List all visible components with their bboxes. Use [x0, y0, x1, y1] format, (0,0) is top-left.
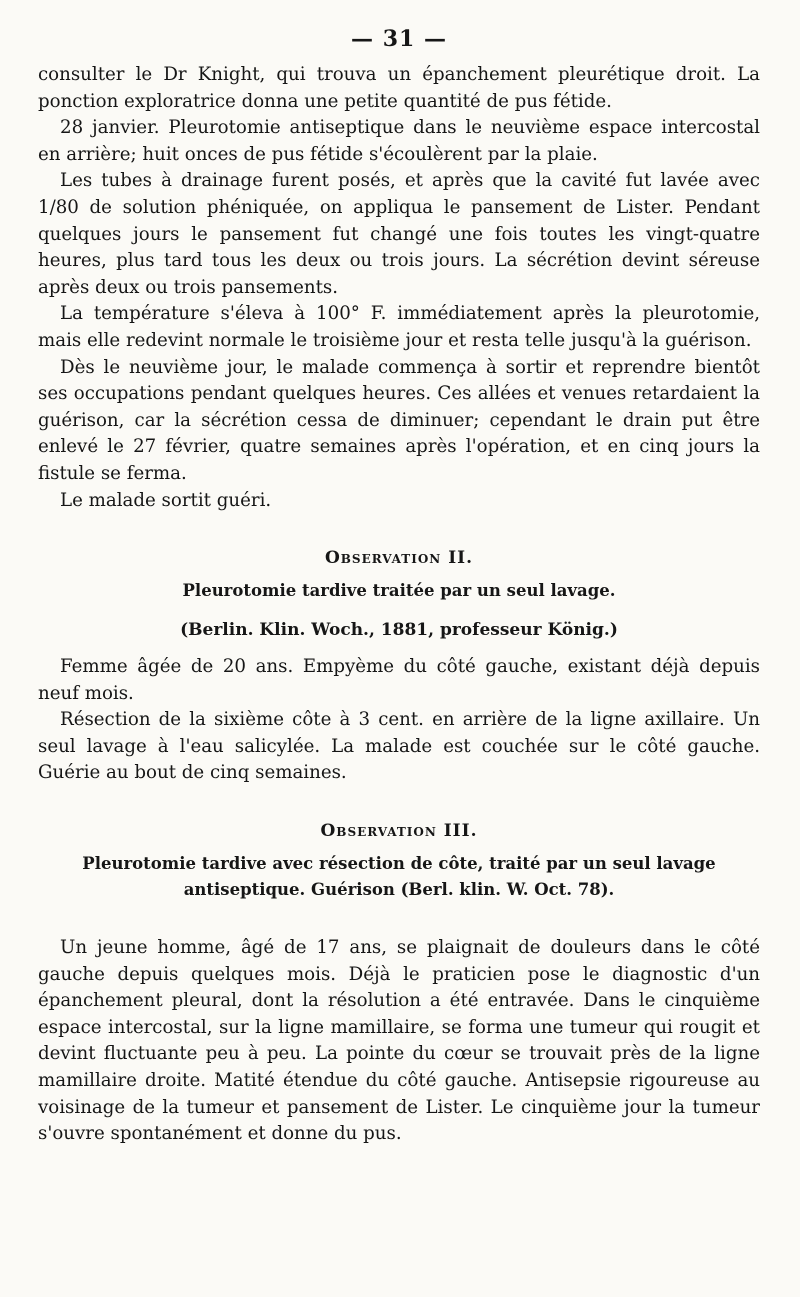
spacer: [38, 903, 760, 935]
paragraph: Un jeune homme, âgé de 17 ans, se plaignait de douleurs dans le côté gauche depuis quelques mois. Déjà le praticien pose le diagnostic d'un épanchement pleural, dont la résolution a été entravée. Dans le cinquième espace intercostal, sur la ligne mamillaire, se forma une tumeur qui rougit et devint fluctuante peu à peu. La pointe du cœur se trouvait près de la ligne mamillaire droite. Matité étendue du côté gauche. Antisepsie rigoureuse au voisinage de la tumeur et pansement de Lister. Le cinquième jour la tumeur s'ouvre spontanément et donne du pus.: [38, 937, 760, 1145]
observation-2: [38, 548, 760, 787]
paragraph: consulter le Dr Knight, qui trouva un épanchement pleurétique droit. La ponction exploratrice donna une petite quantité de pus fétide.: [38, 64, 760, 112]
paragraph: Femme âgée de 20 ans. Empyème du côté gauche, existant déjà depuis neuf mois.: [38, 656, 760, 704]
observation-title: Observation III.: [320, 821, 478, 842]
paragraph: Dès le neuvième jour, le malade commença à sortir et reprendre bientôt ses occupations pendant quelques heures. Ces allées et venues retardaient la guérison, car la sécrétion cessa de diminuer; cependant le drain put être enlevé le 27 février, quatre semaines après l'opération, et en cinq jours la fistule se ferma.: [38, 356, 760, 484]
paragraph: Résection de la sixième côte à 3 cent. en arrière de la ligne axillaire. Un seul lavage à l'eau salicylée. La malade est couchée sur le côté gauche. Guérie au bout de cinq semaines.: [38, 709, 760, 784]
paragraph: 28 janvier. Pleurotomie antiseptique dans le neuvième espace intercostal en arrière; huit onces de pus fétide s'écoulèrent par la plaie.: [38, 117, 760, 165]
observation-reference: (Berlin. Klin. Woch., 1881, professeur König.): [180, 620, 618, 641]
paragraph: Les tubes à drainage furent posés, et après que la cavité fut lavée avec 1/80 de solution phéniquée, on appliqua le pansement de Lister. Pendant quelques jours le pansement fut changé une fois toutes les vingt-quatre heures, plus tard tous les deux ou trois jours. La sécrétion devint séreuse après deux ou trois pansements.: [38, 170, 760, 298]
paragraph: Le malade sortit guéri.: [60, 489, 272, 511]
observation-subtitle: Pleurotomie tardive avec résection de côte, traité par un seul lavage antiseptique. Guérison (Berl. klin. W. Oct. 78).: [82, 854, 716, 900]
paragraph: La température s'éleva à 100° F. immédiatement après la pleurotomie, mais elle redevint normale le troisième jour et resta telle jusqu'à la guérison.: [38, 303, 760, 351]
section-continuation: [38, 62, 760, 514]
observation-3: [38, 821, 760, 1148]
page-number: — 31 —: [351, 26, 447, 52]
observation-title: Observation II.: [324, 548, 474, 569]
observation-subtitle: Pleurotomie tardive traitée par un seul lavage.: [182, 581, 616, 601]
